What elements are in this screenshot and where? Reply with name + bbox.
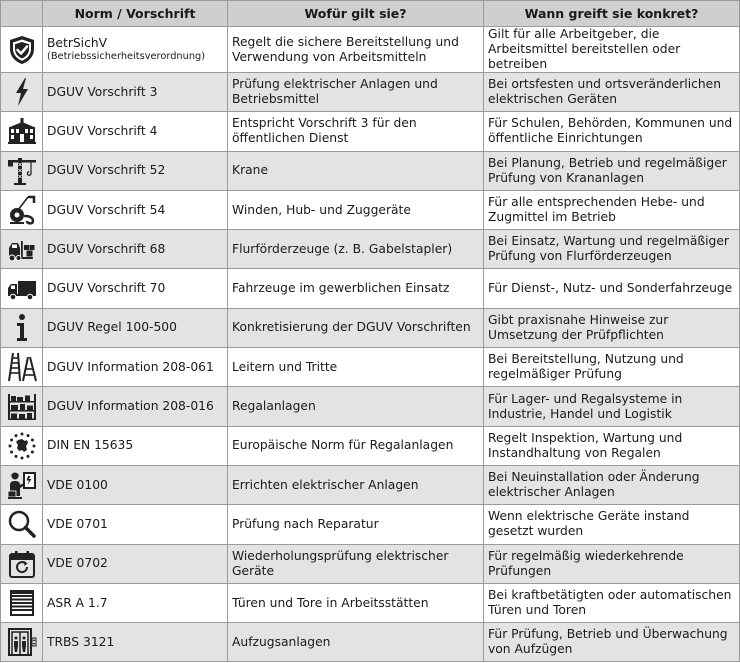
icon-cell — [1, 308, 43, 347]
norm-cell: DGUV Regel 100-500 — [43, 308, 228, 347]
header-wofur: Wofür gilt sie? — [228, 1, 484, 27]
wann-cell: Gilt für alle Arbeitgeber, die Arbeitsmittel bereitstellen oder betreiben — [484, 27, 740, 73]
table-row — [1, 544, 740, 583]
ladder-icon — [6, 351, 38, 383]
norm-cell: VDE 0100 — [43, 465, 228, 504]
icon-cell — [1, 230, 43, 269]
icon-cell — [1, 348, 43, 387]
norm-cell: DIN EN 15635 — [43, 426, 228, 465]
header-wann: Wann greift sie konkret? — [484, 1, 740, 27]
table-row — [1, 269, 740, 308]
table-row — [1, 230, 740, 269]
wofur-cell: Entspricht Vorschrift 3 für den öffentlichen Dienst — [228, 112, 484, 151]
icon-cell — [1, 73, 43, 112]
wann-cell: Für alle entsprechenden Hebe- und Zugmittel im Betrieb — [484, 190, 740, 229]
norm-cell: TRBS 3121 — [43, 623, 228, 662]
wann-cell: Bei Einsatz, Wartung und regelmäßiger Prüfung von Flurförderzeugen — [484, 230, 740, 269]
wann-cell: Bei Neuinstallation oder Änderung elektrischer Anlagen — [484, 465, 740, 504]
wofur-cell: Errichten elektrischer Anlagen — [228, 465, 484, 504]
forklift-icon — [6, 233, 38, 265]
wofur-cell: Türen und Tore in Arbeitsstätten — [228, 583, 484, 622]
norm-cell: DGUV Vorschrift 68 — [43, 230, 228, 269]
icon-cell — [1, 583, 43, 622]
wofur-cell: Regalanlagen — [228, 387, 484, 426]
icon-cell — [1, 190, 43, 229]
icon-cell — [1, 112, 43, 151]
shield-check-icon — [6, 34, 38, 66]
magnifier-icon — [6, 508, 38, 540]
wofur-cell: Prüfung nach Reparatur — [228, 505, 484, 544]
lightning-bolt-icon — [6, 76, 38, 108]
info-icon — [6, 312, 38, 344]
icon-cell — [1, 505, 43, 544]
norm-cell: VDE 0702 — [43, 544, 228, 583]
electrician-icon — [6, 469, 38, 501]
wann-cell: Für Dienst-, Nutz- und Sonderfahrzeuge — [484, 269, 740, 308]
table-row — [1, 623, 740, 662]
wofur-cell: Fahrzeuge im gewerblichen Einsatz — [228, 269, 484, 308]
table-body — [1, 27, 740, 662]
elevator-icon — [6, 626, 38, 658]
header-row — [1, 1, 740, 27]
public-building-icon — [6, 115, 38, 147]
wofur-cell: Flurförderzeuge (z. B. Gabelstapler) — [228, 230, 484, 269]
truck-icon — [6, 273, 38, 305]
wann-cell: Für Prüfung, Betrieb und Überwachung von Aufzügen — [484, 623, 740, 662]
wofur-cell: Regelt die sichere Bereitstellung und Verwendung von Arbeitsmitteln — [228, 27, 484, 73]
wofur-cell: Konkretisierung der DGUV Vorschriften — [228, 308, 484, 347]
wofur-cell: Winden, Hub- und Zuggeräte — [228, 190, 484, 229]
table-row — [1, 151, 740, 190]
table-row — [1, 112, 740, 151]
table-row — [1, 465, 740, 504]
wann-cell: Bei Bereitstellung, Nutzung und regelmäßiger Prüfung — [484, 348, 740, 387]
norm-name: BetrSichV — [47, 36, 108, 50]
roller-door-icon — [6, 587, 38, 619]
norm-subtitle: (Betriebssicherheitsverordnung) — [47, 51, 206, 62]
wann-cell: Gibt praxisnahe Hinweise zur Umsetzung der Prüfpflichten — [484, 308, 740, 347]
icon-cell — [1, 465, 43, 504]
table-row — [1, 348, 740, 387]
icon-cell — [1, 151, 43, 190]
wann-cell: Wenn elektrische Geräte instand gesetzt wurden — [484, 505, 740, 544]
norm-cell: DGUV Vorschrift 54 — [43, 190, 228, 229]
wofur-cell: Prüfung elektrischer Anlagen und Betriebsmittel — [228, 73, 484, 112]
icon-cell — [1, 27, 43, 73]
icon-cell — [1, 544, 43, 583]
table-row — [1, 190, 740, 229]
table-header — [1, 1, 740, 27]
table-row — [1, 426, 740, 465]
norm-cell: DGUV Information 208-016 — [43, 387, 228, 426]
calendar-refresh-icon — [6, 548, 38, 580]
icon-cell — [1, 623, 43, 662]
eu-stars-icon — [6, 430, 38, 462]
norm-cell: DGUV Information 208-061 — [43, 348, 228, 387]
wann-cell: Für regelmäßig wiederkehrende Prüfungen — [484, 544, 740, 583]
wann-cell: Für Schulen, Behörden, Kommunen und öffentliche Einrichtungen — [484, 112, 740, 151]
header-icon-cell — [1, 1, 43, 27]
wann-cell: Bei Planung, Betrieb und regelmäßiger Prüfung von Krananlagen — [484, 151, 740, 190]
norm-cell: DGUV Vorschrift 70 — [43, 269, 228, 308]
icon-cell — [1, 269, 43, 308]
norm-cell: VDE 0701 — [43, 505, 228, 544]
shelving-icon — [6, 391, 38, 423]
icon-cell — [1, 426, 43, 465]
wann-cell: Für Lager- und Regalsysteme in Industrie, Handel und Logistik — [484, 387, 740, 426]
table-row — [1, 73, 740, 112]
wann-cell: Bei ortsfesten und ortsveränderlichen elektrischen Geräten — [484, 73, 740, 112]
norm-cell: DGUV Vorschrift 3 — [43, 73, 228, 112]
wofur-cell: Wiederholungsprüfung elektrischer Geräte — [228, 544, 484, 583]
table-row — [1, 583, 740, 622]
header-norm: Norm / Vorschrift — [43, 1, 228, 27]
wofur-cell: Aufzugsanlagen — [228, 623, 484, 662]
table-row — [1, 308, 740, 347]
norm-cell: DGUV Vorschrift 4 — [43, 112, 228, 151]
crane-icon — [6, 155, 38, 187]
norm-cell: ASR A 1.7 — [43, 583, 228, 622]
table-row — [1, 505, 740, 544]
wofur-cell: Europäische Norm für Regalanlagen — [228, 426, 484, 465]
wofur-cell: Leitern und Tritte — [228, 348, 484, 387]
winch-hook-icon — [6, 194, 38, 226]
wann-cell: Bei kraftbetätigten oder automatischen Türen und Toren — [484, 583, 740, 622]
table-row — [1, 387, 740, 426]
table-row — [1, 27, 740, 73]
norm-cell — [43, 27, 228, 73]
icon-cell — [1, 387, 43, 426]
norm-cell: DGUV Vorschrift 52 — [43, 151, 228, 190]
wann-cell: Regelt Inspektion, Wartung und Instandhaltung von Regalen — [484, 426, 740, 465]
wofur-cell: Krane — [228, 151, 484, 190]
